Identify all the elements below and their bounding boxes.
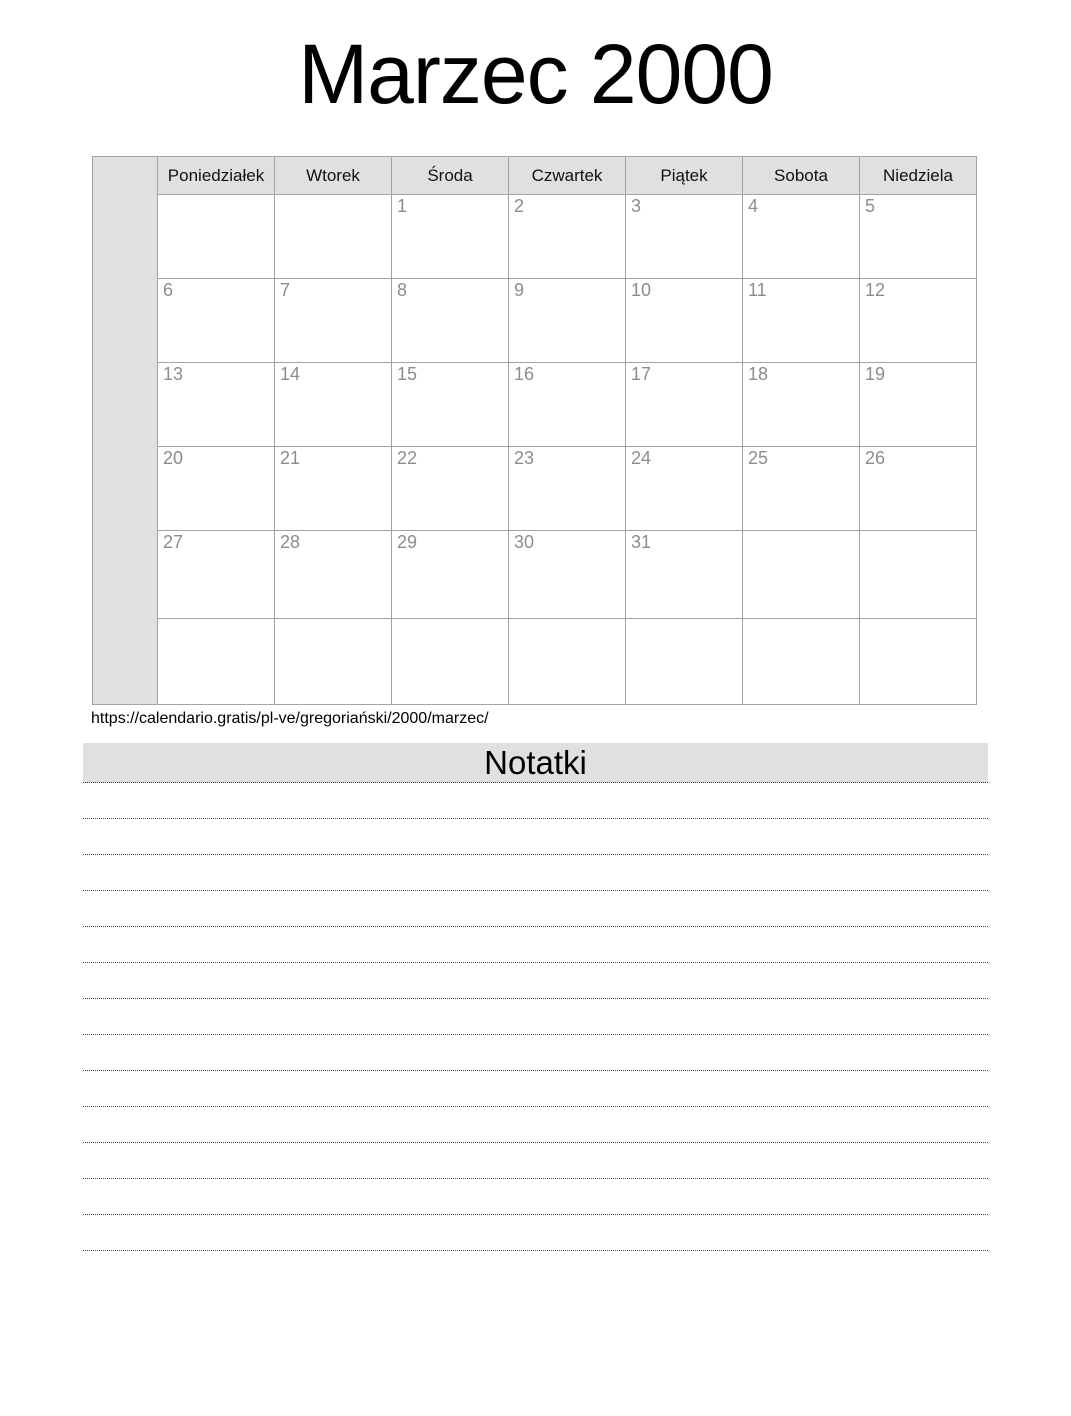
day-cell: 24	[626, 447, 743, 531]
day-cell: 15	[392, 363, 509, 447]
empty-day-cell	[275, 195, 392, 279]
note-line	[83, 1035, 988, 1071]
day-cell: 29	[392, 531, 509, 619]
day-cell: 5	[860, 195, 977, 279]
empty-day-cell	[158, 619, 275, 705]
day-cell: 12	[860, 279, 977, 363]
day-cell: 8	[392, 279, 509, 363]
day-cell: 30	[509, 531, 626, 619]
week-row	[158, 363, 977, 447]
day-cell: 25	[743, 447, 860, 531]
day-cell: 3	[626, 195, 743, 279]
week-row	[158, 531, 977, 619]
note-line	[83, 1143, 988, 1179]
day-cell: 23	[509, 447, 626, 531]
weekday-header: Poniedziałek	[158, 157, 275, 195]
day-cell: 20	[158, 447, 275, 531]
note-line	[83, 927, 988, 963]
weekday-header: Niedziela	[860, 157, 977, 195]
week-row	[158, 447, 977, 531]
notes-lines	[83, 783, 988, 1251]
day-cell: 21	[275, 447, 392, 531]
week-row	[158, 195, 977, 279]
note-line	[83, 1071, 988, 1107]
calendar-table	[157, 156, 977, 705]
day-cell: 22	[392, 447, 509, 531]
day-cell: 28	[275, 531, 392, 619]
note-line	[83, 999, 988, 1035]
note-line	[83, 1107, 988, 1143]
day-cell: 13	[158, 363, 275, 447]
note-line	[83, 1179, 988, 1215]
note-line	[83, 855, 988, 891]
week-row	[158, 279, 977, 363]
empty-day-cell	[860, 619, 977, 705]
page-title: Marzec 2000	[298, 27, 773, 121]
empty-day-cell	[509, 619, 626, 705]
day-cell: 18	[743, 363, 860, 447]
day-cell: 17	[626, 363, 743, 447]
empty-day-cell	[743, 619, 860, 705]
day-cell: 10	[626, 279, 743, 363]
day-cell: 7	[275, 279, 392, 363]
empty-day-cell	[743, 531, 860, 619]
day-cell: 19	[860, 363, 977, 447]
notes-section	[83, 743, 988, 1251]
day-cell: 6	[158, 279, 275, 363]
weekday-header: Wtorek	[275, 157, 392, 195]
notes-header	[83, 743, 988, 783]
note-line	[83, 1215, 988, 1251]
day-cell: 11	[743, 279, 860, 363]
empty-day-cell	[275, 619, 392, 705]
day-cell: 9	[509, 279, 626, 363]
note-line	[83, 819, 988, 855]
day-cell: 4	[743, 195, 860, 279]
day-cell: 27	[158, 531, 275, 619]
day-cell: 2	[509, 195, 626, 279]
weekday-header: Sobota	[743, 157, 860, 195]
weekday-row	[158, 157, 977, 195]
calendar-body	[158, 195, 977, 705]
note-line	[83, 963, 988, 999]
weekday-header: Czwartek	[509, 157, 626, 195]
calendar	[92, 156, 1071, 705]
weekday-header: Piątek	[626, 157, 743, 195]
source-url: https://calendario.gratis/pl-ve/gregoriański/2000/marzec/	[91, 710, 489, 728]
calendar-side-strip	[92, 156, 157, 705]
note-line	[83, 783, 988, 819]
day-cell: 16	[509, 363, 626, 447]
day-cell: 14	[275, 363, 392, 447]
weekday-header: Środa	[392, 157, 509, 195]
week-row	[158, 619, 977, 705]
empty-day-cell	[158, 195, 275, 279]
note-line	[83, 891, 988, 927]
empty-day-cell	[392, 619, 509, 705]
empty-day-cell	[626, 619, 743, 705]
notes-title: Notatki	[484, 744, 587, 782]
day-cell: 1	[392, 195, 509, 279]
day-cell: 26	[860, 447, 977, 531]
empty-day-cell	[860, 531, 977, 619]
day-cell: 31	[626, 531, 743, 619]
